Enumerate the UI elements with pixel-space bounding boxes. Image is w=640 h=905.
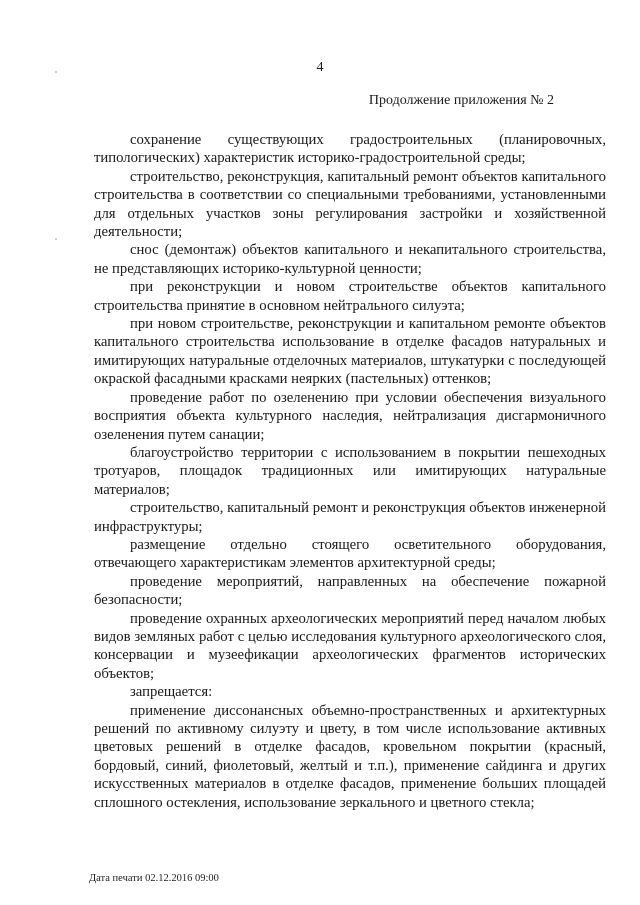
paragraph-construction-requirements: строительство, реконструкция, капитальный ремонт объектов капитального строительства в соответствии со специальными требованиями, установленными для отдельных участков зоны регулирования застройки и хозяйственной деятельности; bbox=[94, 168, 606, 241]
paragraph-preserve-characteristics: сохранение существующих градостроительных (планировочных, типологических) характеристик историко-градостроительной среды; bbox=[94, 132, 606, 167]
paragraph-fire-safety: проведение мероприятий, направленных на обеспечение пожарной безопасности; bbox=[94, 573, 606, 609]
appendix-continuation-note: Продолжение приложения № 2 bbox=[368, 93, 554, 108]
scan-speck bbox=[55, 238, 57, 240]
paragraph-archaeology: проведение охранных археологических мероприятий перед началом любых видов земляных работ с целью исследования культурного археологического слоя, консервации и музеефикации археологических фрагментов исторических объектов; bbox=[94, 610, 606, 682]
page-number: 4 bbox=[316, 60, 324, 75]
paragraph-demolition: снос (демонтаж) объектов капитального и некапитального строительства, не представляющих историко-культурной ценности; bbox=[94, 242, 606, 277]
paragraph-dissonant-solutions: применение диссонансных объемно-пространственных и архитектурных решений по активному силуэту и цвету, в том числе использование активных цветовых решений в отделке фасадов, кровельном покрытии (красный, бордовый, синий, фиолетовый, желтый и т.п.), применение сайдинга и других искусственных материалов в отделке фасадов, применение больших площадей сплошного остекления, использование зеркального и цветного стекла; bbox=[94, 702, 606, 811]
paragraph-improvement: благоустройство территории с использованием в покрытии пешеходных тротуаров, площадок традиционных или имитирующих натуральные материалов; bbox=[94, 444, 606, 498]
paragraph-neutral-silhouette: при реконструкции и новом строительстве объектов капитального строительства принятие в основном нейтрального силуэта; bbox=[94, 279, 606, 314]
paragraph-facade-materials: при новом строительстве, реконструкции и капитальном ремонте объектов капитального строительства использование в отделке фасадов натуральных и имитирующих натуральные отделочных материалов, штукатурки с последующей окраской фасадными красками неярких (пастельных) оттенков; bbox=[94, 316, 606, 388]
paragraph-prohibited-heading: запрещается: bbox=[130, 684, 213, 701]
document-body bbox=[94, 131, 606, 812]
print-date: Дата печати 02.12.2016 09:00 bbox=[89, 873, 219, 884]
paragraph-landscaping: проведение работ по озеленению при условии обеспечения визуального восприятия объекта культурного наследия, нейтрализация дисгармоничного озеленения путем санации; bbox=[94, 389, 606, 443]
paragraph-engineering-infrastructure: строительство, капитальный ремонт и реконструкция объектов инженерной инфраструктуры; bbox=[94, 500, 606, 535]
paragraph-lighting: размещение отдельно стоящего осветительного оборудования, отвечающего характеристикам элементов архитектурной среды; bbox=[94, 536, 606, 572]
